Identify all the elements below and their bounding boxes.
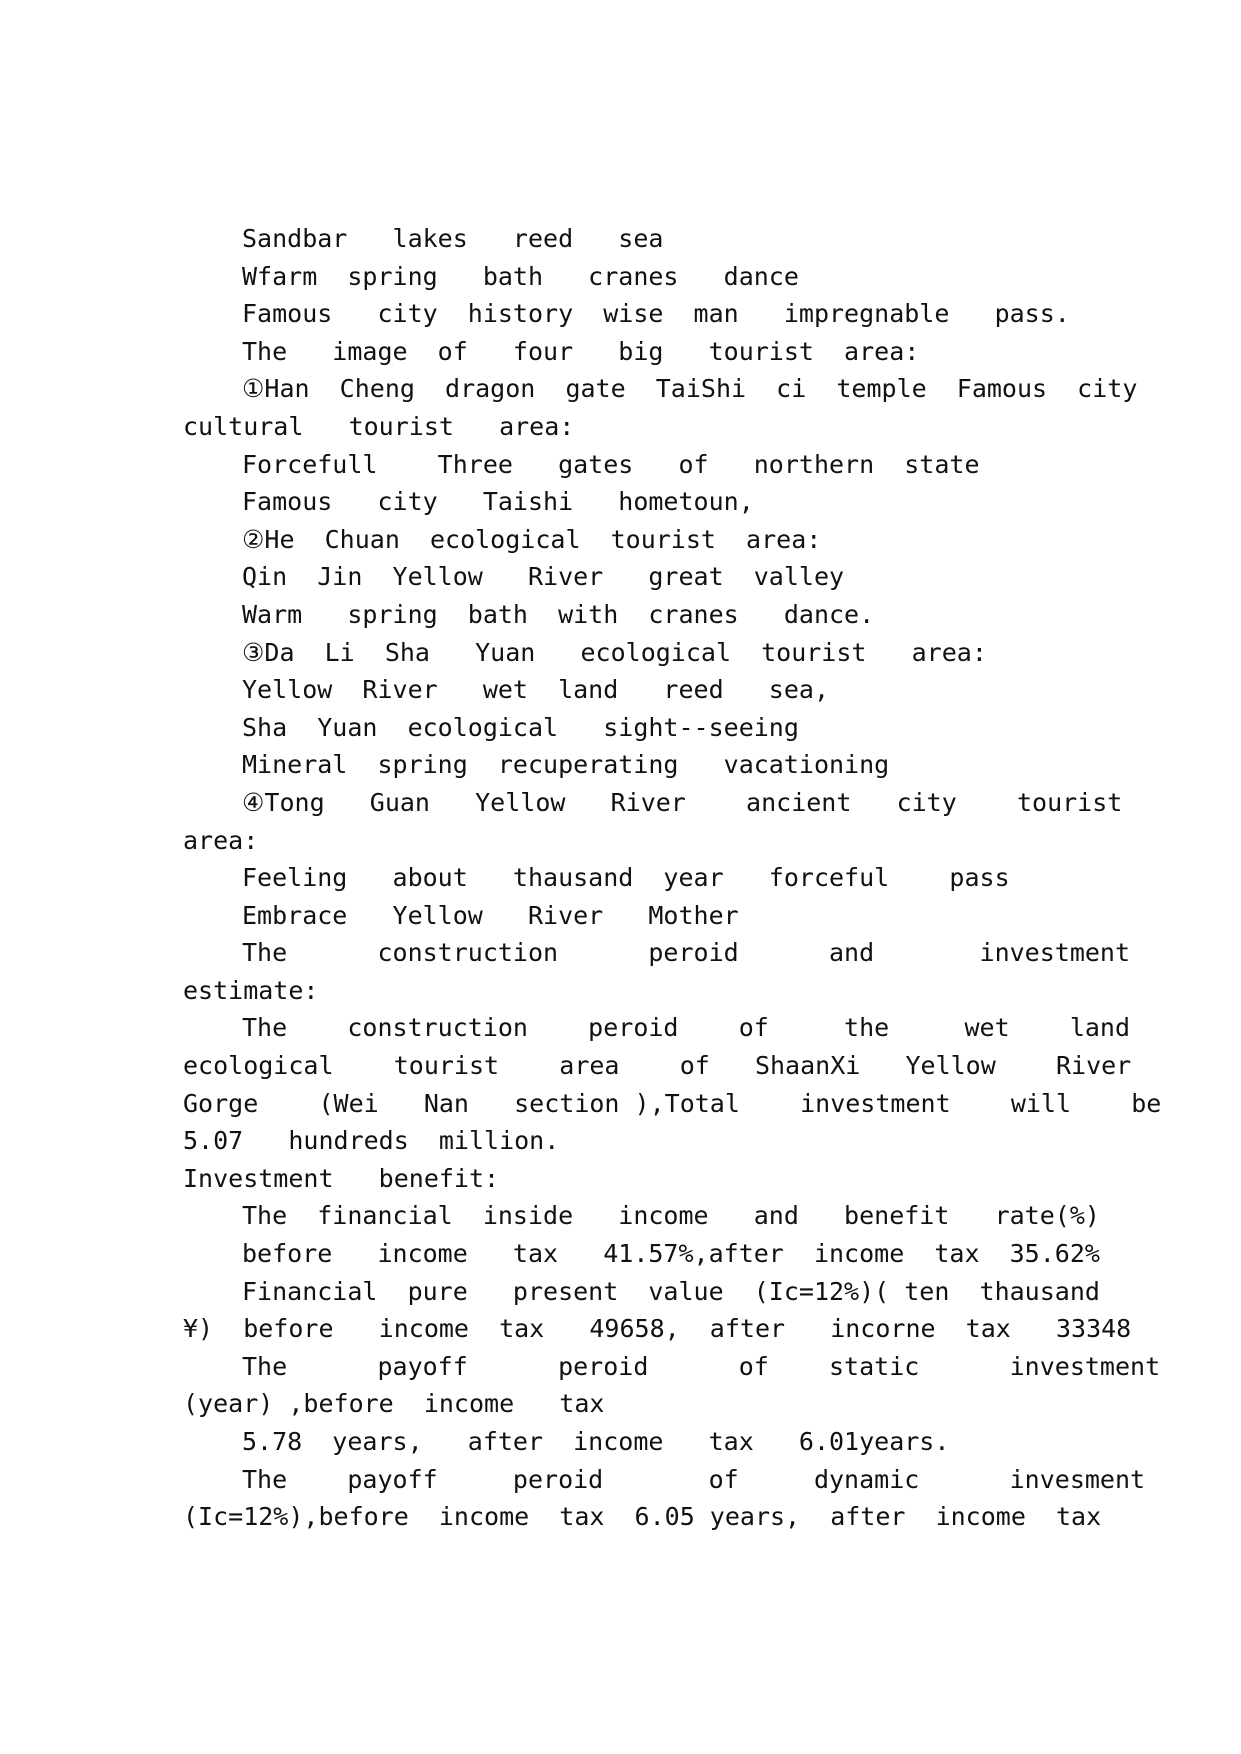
text-line: (year) ,before income tax (183, 1389, 605, 1419)
text-line: Financial pure present value (Ic=12%)( ten thausand (242, 1276, 1100, 1306)
text-line: ¥) before income tax 49658, after incorne tax 33348 (183, 1314, 1132, 1344)
text-line: The construction peroid and investment (242, 938, 1131, 968)
text-line: ecological tourist area of ShaanXi Yellow River (183, 1051, 1132, 1081)
text-line: 5.78 years, after income tax 6.01years. (242, 1427, 950, 1456)
text-line: Famous city history wise man impregnable pass. (242, 299, 1070, 329)
text-line: estimate: (183, 975, 319, 1005)
text-line: area: (183, 825, 259, 855)
text-line: Gorge (Wei Nan section ),Total investment will be (183, 1088, 1162, 1118)
text-line: Sha Yuan ecological sight--seeing (242, 712, 799, 742)
text-line: Famous city Taishi hometoun, (242, 487, 754, 517)
text-line: ②He Chuan ecological tourist area: (242, 524, 822, 554)
text-line: cultural tourist area: (183, 411, 575, 441)
text-line: The image of four big tourist area: (242, 336, 920, 366)
text-line: The payoff peroid of static investment (242, 1351, 1161, 1381)
text-line: Mineral spring recuperating vacationing (242, 750, 890, 780)
text-line: Investment benefit: (183, 1163, 500, 1193)
text-line: Warm spring bath with cranes dance. (242, 599, 875, 629)
text-line: ③Da Li Sha Yuan ecological tourist area: (242, 637, 987, 667)
text-line: The payoff peroid of dynamic invesment (242, 1464, 1146, 1494)
text-line: The construction peroid of the wet land (242, 1013, 1131, 1043)
text-line: (Ic=12%),before income tax 6.05 years, after income tax (183, 1502, 1102, 1532)
text-line: 5.07 hundreds million. (183, 1126, 560, 1156)
text-line: Embrace Yellow River Mother (242, 900, 739, 930)
text-line: The financial inside income and benefit rate(%) (242, 1201, 1100, 1231)
text-line: ④Tong Guan Yellow River ancient city tourist (242, 787, 1123, 817)
text-line: ①Han Cheng dragon gate TaiShi ci temple Famous city (242, 374, 1138, 404)
text-line: Yellow River wet land reed sea, (242, 675, 829, 705)
text-line: Qin Jin Yellow River great valley (242, 562, 845, 592)
document-body (183, 220, 1162, 1536)
text-line: before income tax 41.57%,after income tax 35.62% (242, 1239, 1100, 1269)
text-line: Feeling about thausand year forceful pass (242, 863, 1010, 893)
text-line: Wfarm spring bath cranes dance (242, 261, 799, 291)
text-line: Forcefull Three gates of northern state (242, 449, 980, 479)
text-line: Sandbar lakes reed sea (242, 224, 664, 253)
